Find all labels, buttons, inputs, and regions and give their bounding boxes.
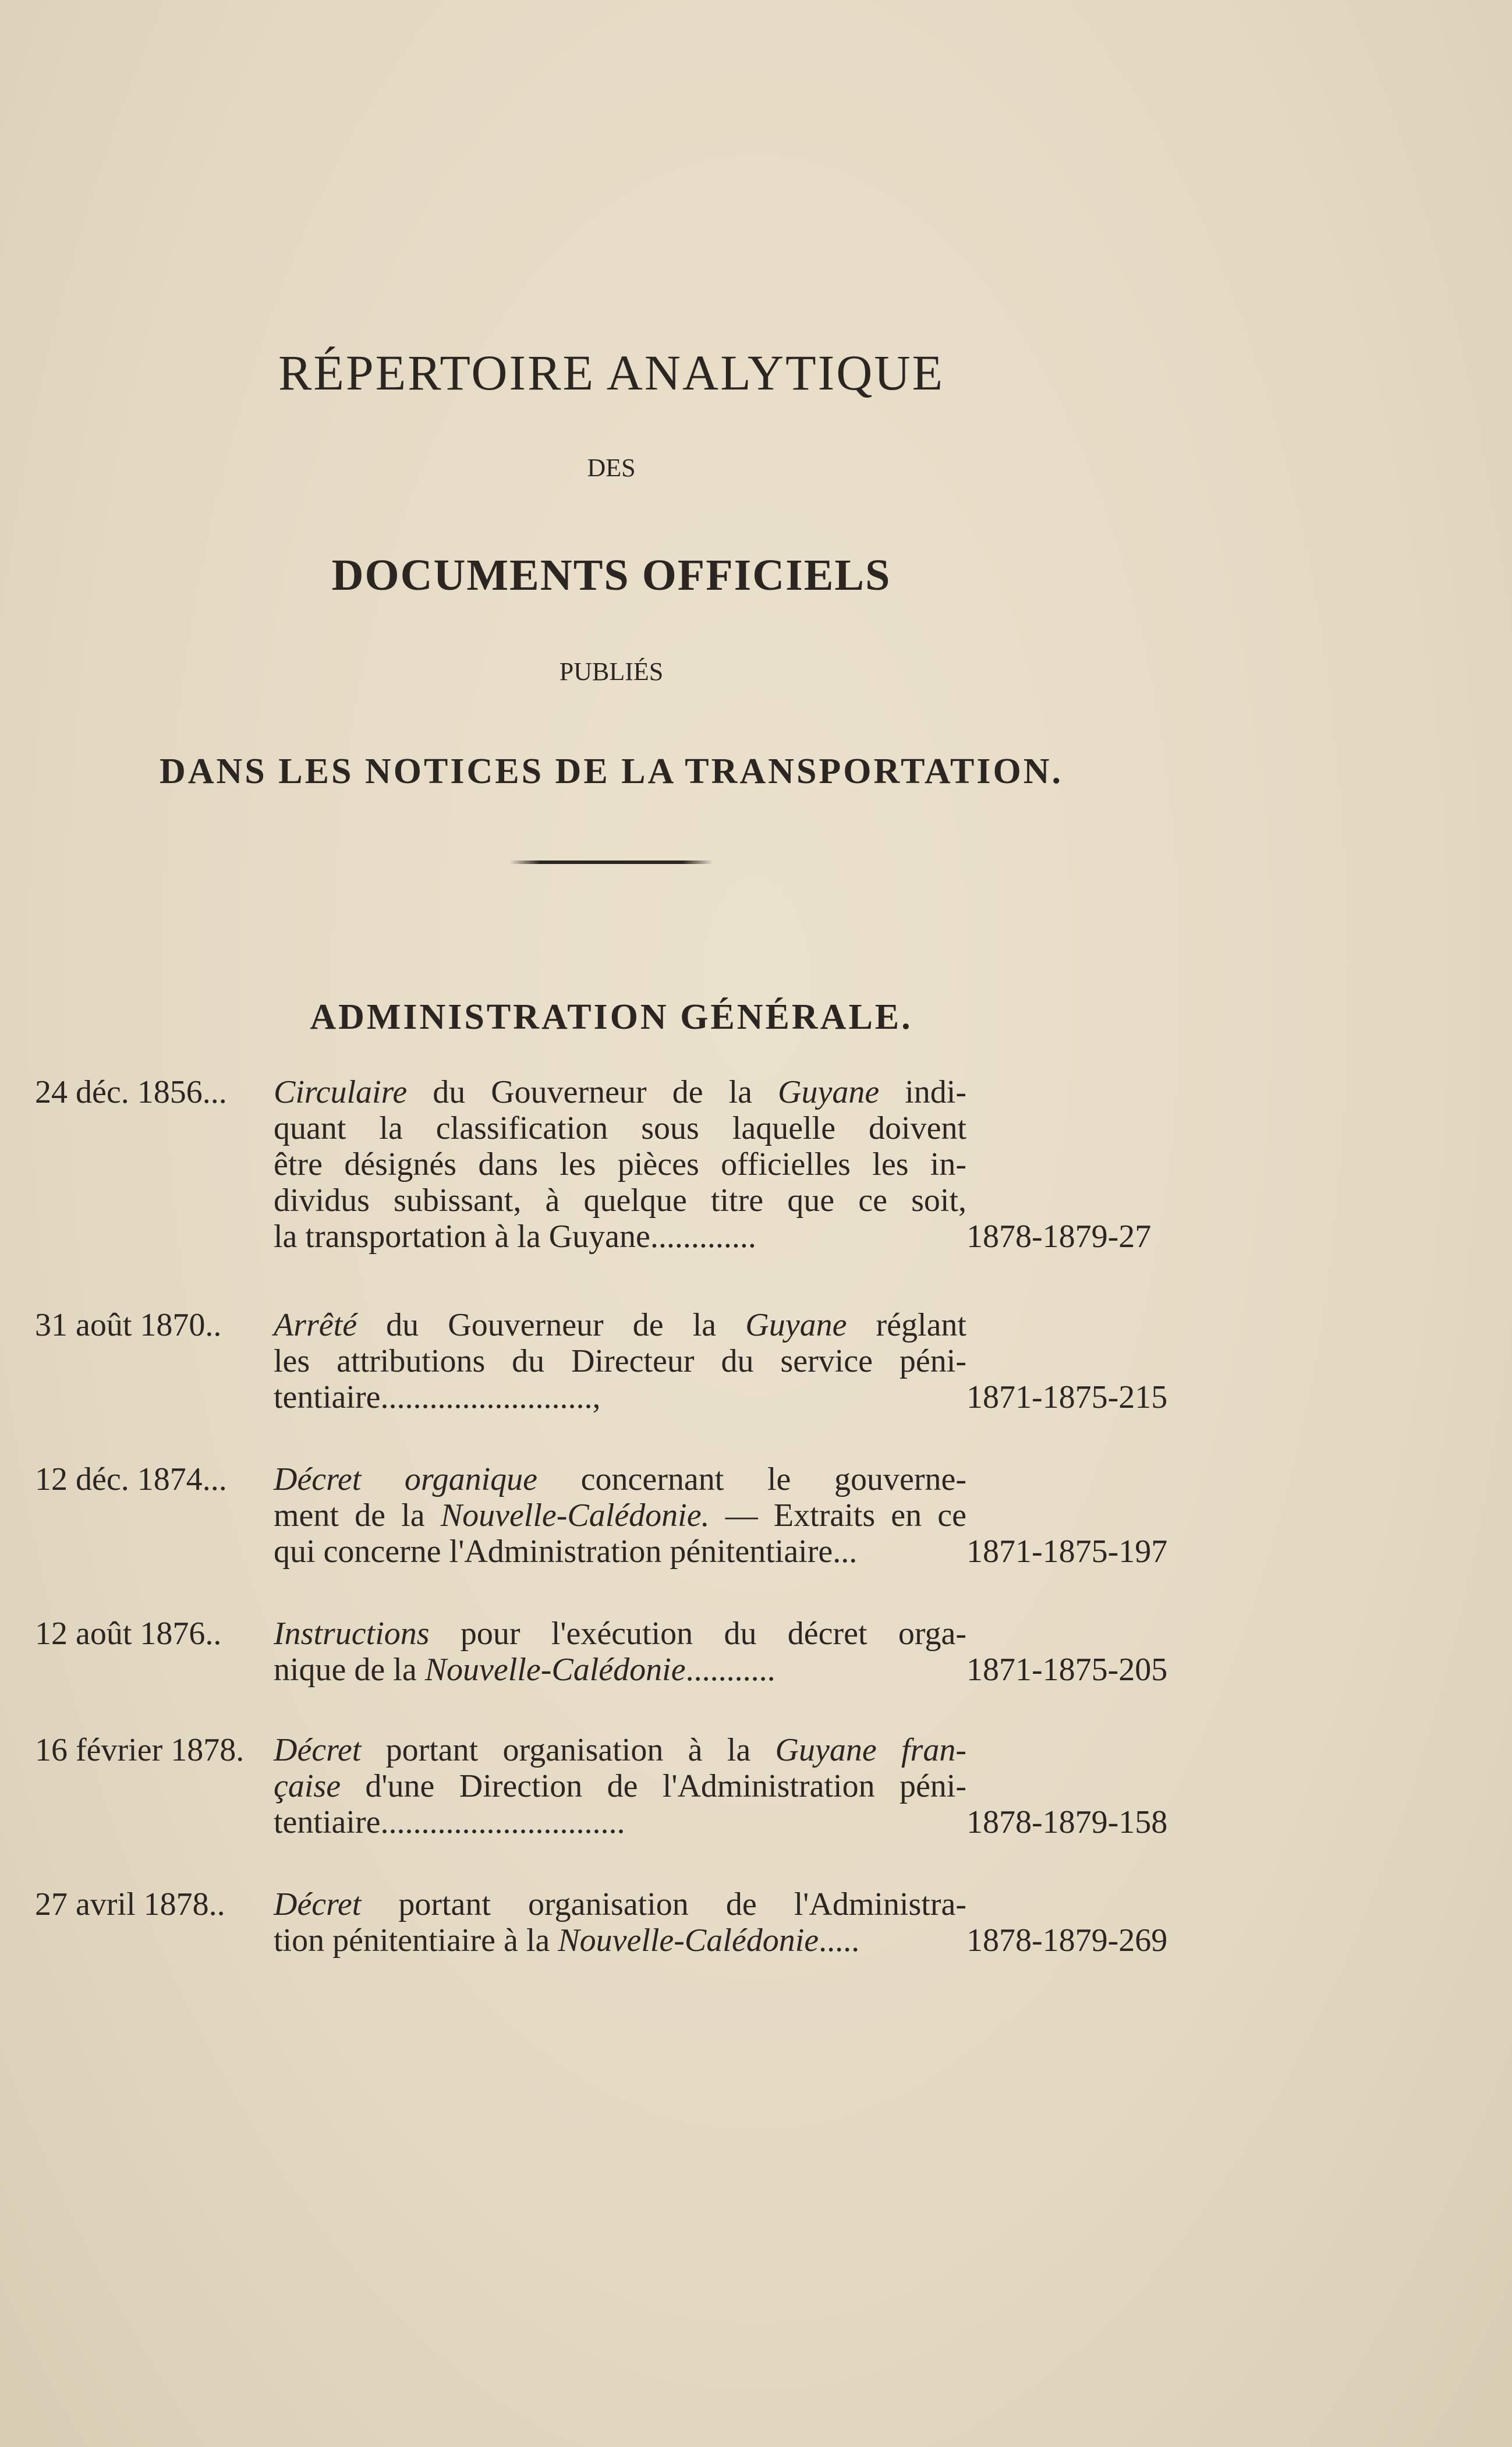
description-segment: du Gouverneur de la bbox=[407, 1074, 778, 1110]
description-segment: Nouvelle-Calédonie bbox=[558, 1922, 819, 1959]
entry-description bbox=[274, 1461, 966, 1570]
description-segment: portant organisation à la bbox=[361, 1732, 776, 1768]
description-segment: les attributions du Directeur du service péni- bbox=[274, 1343, 966, 1379]
description-segment: ..... bbox=[819, 1922, 860, 1959]
description-segment: Décret bbox=[274, 1732, 362, 1768]
description-line bbox=[274, 1461, 966, 1497]
description-segment: tentiaire.........................., bbox=[274, 1379, 601, 1415]
entry-description bbox=[274, 1732, 966, 1840]
description-line bbox=[274, 1074, 966, 1110]
entry-date: 31 août 1870.. bbox=[35, 1307, 222, 1343]
description-segment: dividus subissant, à quelque titre que ce soit, bbox=[274, 1182, 966, 1219]
entry-date: 27 avril 1878.. bbox=[35, 1886, 225, 1922]
description-segment: qui concerne l'Administration pénitentiaire... bbox=[274, 1534, 858, 1570]
description-line bbox=[274, 1379, 966, 1415]
description-segment: portant organisation de l'Administra- bbox=[361, 1886, 966, 1922]
description-line bbox=[274, 1497, 966, 1534]
description-line bbox=[274, 1534, 966, 1570]
page-title: RÉPERTOIRE ANALYTIQUE bbox=[278, 345, 945, 401]
title-connector-publies: PUBLIÉS bbox=[559, 657, 664, 686]
description-segment: Guyane bbox=[745, 1307, 847, 1343]
description-segment: Nouvelle-Calédonie. bbox=[440, 1497, 710, 1534]
description-segment: pour l'exécution du décret orga- bbox=[429, 1616, 966, 1652]
description-segment: du Gouverneur de la bbox=[357, 1307, 746, 1343]
entry-reference: 1871-1875-205 bbox=[966, 1652, 1168, 1688]
decorative-rule bbox=[509, 860, 713, 864]
entry-reference: 1878-1879-158 bbox=[966, 1804, 1168, 1840]
description-segment: Nouvelle-Calédonie bbox=[424, 1652, 686, 1688]
entry-reference: 1878-1879-269 bbox=[966, 1922, 1168, 1959]
description-line bbox=[274, 1652, 966, 1688]
entry-description bbox=[274, 1307, 966, 1415]
documents-heading: DOCUMENTS OFFICIELS bbox=[331, 551, 891, 600]
title-connector-des: DES bbox=[587, 454, 636, 482]
entry-reference: 1878-1879-27 bbox=[966, 1219, 1152, 1255]
description-line bbox=[274, 1219, 966, 1255]
description-segment: Décret bbox=[274, 1886, 362, 1922]
entry-date: 16 février 1878. bbox=[35, 1732, 245, 1768]
description-segment: concernant le gouverne- bbox=[537, 1461, 966, 1497]
entry-date: 12 août 1876.. bbox=[35, 1616, 222, 1652]
description-segment: — Extraits en ce bbox=[709, 1497, 966, 1534]
description-segment: Guyane bbox=[778, 1074, 880, 1110]
entry-description bbox=[274, 1886, 966, 1959]
description-segment: la transportation à la Guyane............. bbox=[274, 1219, 756, 1255]
description-segment: quant la classification sous laquelle doivent bbox=[274, 1110, 966, 1146]
description-line bbox=[274, 1922, 966, 1959]
description-segment: ........... bbox=[685, 1652, 776, 1688]
description-line bbox=[274, 1146, 966, 1182]
description-line bbox=[274, 1182, 966, 1219]
description-segment: tion pénitentiaire à la bbox=[274, 1922, 558, 1959]
description-segment: Décret organique bbox=[274, 1461, 538, 1497]
description-segment: d'une Direction de l'Administration péni- bbox=[341, 1768, 966, 1804]
description-line bbox=[274, 1768, 966, 1804]
description-line bbox=[274, 1732, 966, 1768]
description-line bbox=[274, 1343, 966, 1379]
section-heading: ADMINISTRATION GÉNÉRALE. bbox=[310, 997, 913, 1037]
description-line bbox=[274, 1804, 966, 1840]
description-segment: nique de la bbox=[274, 1652, 425, 1688]
entry-reference: 1871-1875-197 bbox=[966, 1534, 1168, 1570]
description-segment: être désignés dans les pièces officielles les in- bbox=[274, 1146, 966, 1182]
description-line bbox=[274, 1886, 966, 1922]
description-line bbox=[274, 1307, 966, 1343]
description-segment: çaise bbox=[274, 1768, 341, 1804]
description-segment: Arrêté bbox=[274, 1307, 357, 1343]
entry-reference: 1871-1875-215 bbox=[966, 1379, 1168, 1415]
description-segment: Circulaire bbox=[274, 1074, 408, 1110]
description-segment: ment de la bbox=[274, 1497, 441, 1534]
entry-description bbox=[274, 1616, 966, 1688]
description-segment: réglant bbox=[847, 1307, 966, 1343]
subtitle-dans-les-notices: DANS LES NOTICES DE LA TRANSPORTATION. bbox=[159, 752, 1064, 791]
entry-date: 12 déc. 1874... bbox=[35, 1461, 227, 1497]
description-line bbox=[274, 1616, 966, 1652]
description-segment: indi- bbox=[879, 1074, 966, 1110]
description-segment: tentiaire.............................. bbox=[274, 1804, 625, 1840]
description-segment: Instructions bbox=[274, 1616, 430, 1652]
entry-date: 24 déc. 1856... bbox=[35, 1074, 227, 1110]
description-line bbox=[274, 1110, 966, 1146]
description-segment: Guyane fran- bbox=[775, 1732, 966, 1768]
entry-description bbox=[274, 1074, 966, 1255]
